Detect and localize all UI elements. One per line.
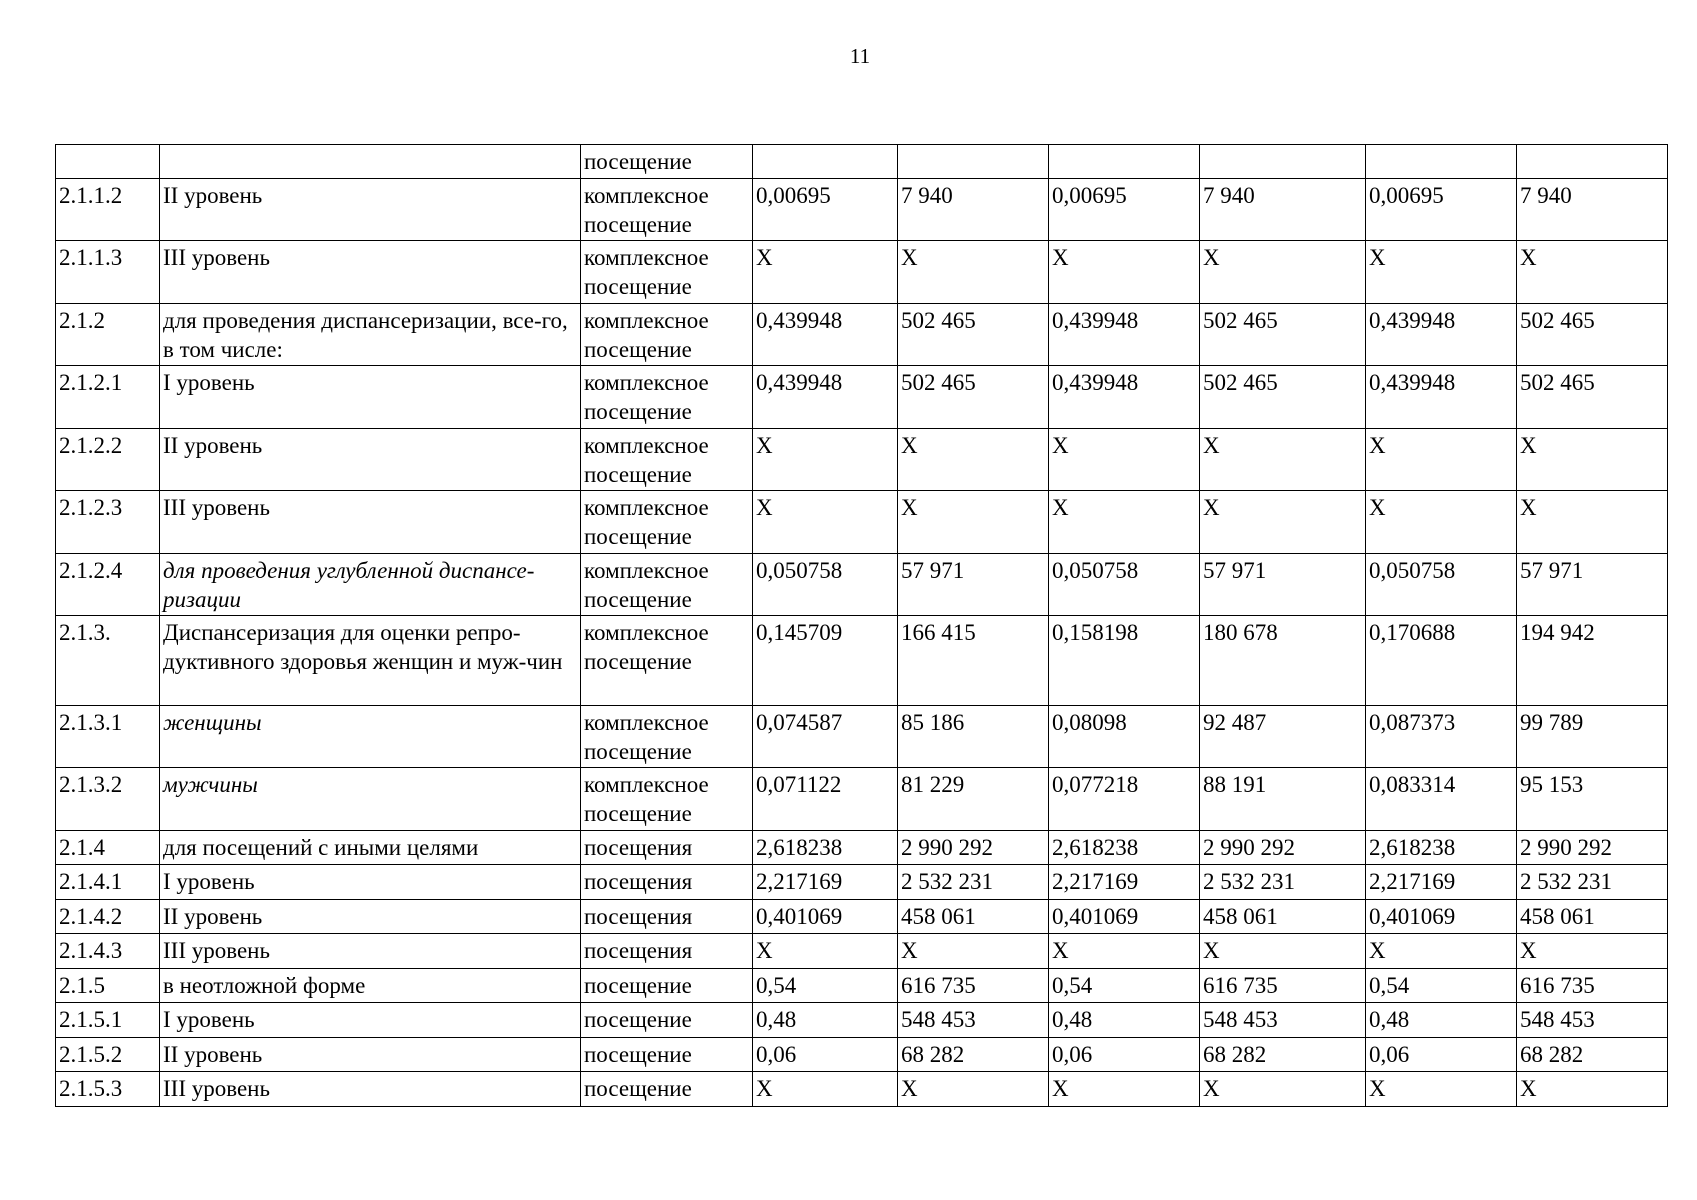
row-value-cell: 0,439948 <box>1049 366 1200 429</box>
row-value-cell: 0,050758 <box>1366 554 1517 616</box>
row-name-cell: в неотложной форме <box>160 969 581 1003</box>
row-value-cell: X <box>1200 241 1366 304</box>
row-value-cell: 0,074587 <box>753 706 898 768</box>
row-value-cell: 458 061 <box>1517 900 1668 934</box>
row-value-cell: 0,439948 <box>753 366 898 429</box>
row-value-cell: X <box>1200 934 1366 969</box>
row-value-cell: 0,071122 <box>753 768 898 831</box>
row-value-cell: 99 789 <box>1517 706 1668 768</box>
row-value-cell: X <box>1049 491 1200 554</box>
row-code-cell: 2.1.4.1 <box>56 865 160 900</box>
table-row <box>56 706 1668 768</box>
row-value-cell: 2 532 231 <box>1200 865 1366 900</box>
row-value-cell: 166 415 <box>898 616 1049 706</box>
row-name-cell: для посещений с иными целями <box>160 831 581 865</box>
row-value-cell: 0,439948 <box>753 304 898 366</box>
row-value-cell: 502 465 <box>1200 304 1366 366</box>
row-value-cell <box>1366 145 1517 179</box>
row-name-cell: женщины <box>160 706 581 768</box>
row-value-cell: X <box>1517 429 1668 491</box>
row-unit-cell: комплексное посещение <box>581 366 753 429</box>
row-value-cell: 0,54 <box>753 969 898 1003</box>
row-code-cell: 2.1.5 <box>56 969 160 1003</box>
row-unit-cell: комплексное посещение <box>581 429 753 491</box>
data-table <box>55 144 1668 1107</box>
row-unit-cell: комплексное посещение <box>581 241 753 304</box>
row-unit-cell: комплексное посещение <box>581 304 753 366</box>
row-name-cell: III уровень <box>160 241 581 304</box>
row-value-cell: 0,00695 <box>1049 179 1200 241</box>
row-value-cell: 95 153 <box>1517 768 1668 831</box>
row-value-cell: 2 532 231 <box>1517 865 1668 900</box>
row-value-cell: 548 453 <box>898 1003 1049 1038</box>
row-value-cell: 0,401069 <box>753 900 898 934</box>
row-value-cell <box>898 145 1049 179</box>
row-name-cell: мужчины <box>160 768 581 831</box>
row-code-cell: 2.1.3. <box>56 616 160 706</box>
row-value-cell: 2,217169 <box>1366 865 1517 900</box>
row-value-cell: 0,145709 <box>753 616 898 706</box>
row-code-cell: 2.1.4.3 <box>56 934 160 969</box>
row-value-cell: 2,618238 <box>1366 831 1517 865</box>
row-value-cell: 0,06 <box>753 1038 898 1072</box>
row-value-cell: X <box>753 1072 898 1107</box>
row-code-cell: 2.1.3.2 <box>56 768 160 831</box>
row-value-cell: 7 940 <box>898 179 1049 241</box>
row-code-cell: 2.1.5.2 <box>56 1038 160 1072</box>
row-value-cell: X <box>898 429 1049 491</box>
row-value-cell: 2 532 231 <box>898 865 1049 900</box>
row-value-cell: 548 453 <box>1517 1003 1668 1038</box>
row-value-cell: 0,050758 <box>1049 554 1200 616</box>
table-row <box>56 554 1668 616</box>
row-value-cell: 0,439948 <box>1366 366 1517 429</box>
row-value-cell: 0,439948 <box>1366 304 1517 366</box>
row-value-cell: 7 940 <box>1517 179 1668 241</box>
row-value-cell: X <box>1366 491 1517 554</box>
row-name-cell: II уровень <box>160 179 581 241</box>
row-value-cell: 502 465 <box>1517 366 1668 429</box>
table-row <box>56 429 1668 491</box>
row-name-cell: III уровень <box>160 1072 581 1107</box>
row-name-cell: I уровень <box>160 1003 581 1038</box>
row-value-cell: X <box>1049 241 1200 304</box>
row-value-cell: 2 990 292 <box>1200 831 1366 865</box>
row-value-cell: X <box>1366 934 1517 969</box>
row-value-cell: X <box>753 241 898 304</box>
row-unit-cell: комплексное посещение <box>581 706 753 768</box>
row-value-cell: 0,00695 <box>1366 179 1517 241</box>
row-value-cell <box>1517 145 1668 179</box>
row-name-cell: II уровень <box>160 1038 581 1072</box>
row-value-cell: X <box>898 1072 1049 1107</box>
row-value-cell: 2,217169 <box>1049 865 1200 900</box>
table-row <box>56 1038 1668 1072</box>
row-value-cell: 68 282 <box>1517 1038 1668 1072</box>
row-value-cell: X <box>753 491 898 554</box>
row-name-cell <box>160 145 581 179</box>
row-code-cell: 2.1.4.2 <box>56 900 160 934</box>
row-code-cell: 2.1.2.1 <box>56 366 160 429</box>
row-value-cell: 2,618238 <box>1049 831 1200 865</box>
table-row <box>56 865 1668 900</box>
table-row <box>56 491 1668 554</box>
row-value-cell: 68 282 <box>1200 1038 1366 1072</box>
row-value-cell <box>753 145 898 179</box>
row-value-cell: X <box>1366 1072 1517 1107</box>
row-value-cell: 0,06 <box>1049 1038 1200 1072</box>
row-value-cell: 0,077218 <box>1049 768 1200 831</box>
row-value-cell: X <box>1200 1072 1366 1107</box>
row-value-cell: X <box>1200 429 1366 491</box>
row-name-cell: III уровень <box>160 491 581 554</box>
table-row <box>56 1003 1668 1038</box>
row-value-cell: X <box>1517 241 1668 304</box>
row-value-cell: 92 487 <box>1200 706 1366 768</box>
row-value-cell: 2,217169 <box>753 865 898 900</box>
row-value-cell: 0,08098 <box>1049 706 1200 768</box>
row-value-cell: 0,48 <box>1049 1003 1200 1038</box>
row-code-cell: 2.1.3.1 <box>56 706 160 768</box>
row-value-cell: X <box>1049 1072 1200 1107</box>
row-value-cell: 502 465 <box>898 304 1049 366</box>
row-value-cell: 0,48 <box>1366 1003 1517 1038</box>
row-name-cell: Диспансеризация для оценки репро-дуктивного здоровья женщин и муж-чин <box>160 616 581 706</box>
row-value-cell: X <box>1517 1072 1668 1107</box>
row-name-cell: для проведения углубленной диспансе-ризации <box>160 554 581 616</box>
table-row <box>56 768 1668 831</box>
row-value-cell: 7 940 <box>1200 179 1366 241</box>
row-value-cell: 502 465 <box>1200 366 1366 429</box>
row-name-cell: II уровень <box>160 900 581 934</box>
table-row <box>56 304 1668 366</box>
row-value-cell: 0,401069 <box>1049 900 1200 934</box>
table-row <box>56 366 1668 429</box>
row-value-cell: 0,170688 <box>1366 616 1517 706</box>
row-unit-cell: посещение <box>581 145 753 179</box>
row-value-cell: X <box>898 491 1049 554</box>
row-unit-cell: комплексное посещение <box>581 491 753 554</box>
row-value-cell: 458 061 <box>898 900 1049 934</box>
row-unit-cell: посещение <box>581 1038 753 1072</box>
row-value-cell: 0,54 <box>1049 969 1200 1003</box>
row-value-cell: 57 971 <box>1200 554 1366 616</box>
row-value-cell: X <box>898 934 1049 969</box>
row-value-cell: X <box>1049 934 1200 969</box>
row-value-cell: X <box>1366 429 1517 491</box>
row-code-cell: 2.1.5.3 <box>56 1072 160 1107</box>
row-value-cell <box>1200 145 1366 179</box>
row-value-cell: 2,618238 <box>753 831 898 865</box>
row-code-cell: 2.1.2.4 <box>56 554 160 616</box>
row-value-cell: 0,158198 <box>1049 616 1200 706</box>
row-unit-cell: комплексное посещение <box>581 179 753 241</box>
row-value-cell <box>1049 145 1200 179</box>
row-value-cell: 0,54 <box>1366 969 1517 1003</box>
row-value-cell: X <box>1517 491 1668 554</box>
row-value-cell: 180 678 <box>1200 616 1366 706</box>
row-code-cell: 2.1.4 <box>56 831 160 865</box>
table-row <box>56 900 1668 934</box>
row-unit-cell: посещение <box>581 969 753 1003</box>
row-value-cell: 616 735 <box>1517 969 1668 1003</box>
row-code-cell: 2.1.5.1 <box>56 1003 160 1038</box>
table-row <box>56 179 1668 241</box>
row-unit-cell: посещения <box>581 934 753 969</box>
row-value-cell: 0,083314 <box>1366 768 1517 831</box>
row-value-cell: X <box>1366 241 1517 304</box>
page-number: 11 <box>849 44 871 68</box>
row-code-cell: 2.1.1.3 <box>56 241 160 304</box>
row-code-cell: 2.1.2.3 <box>56 491 160 554</box>
row-value-cell: 2 990 292 <box>898 831 1049 865</box>
row-value-cell: X <box>1049 429 1200 491</box>
row-value-cell: 502 465 <box>898 366 1049 429</box>
row-value-cell: 194 942 <box>1517 616 1668 706</box>
row-value-cell: 0,06 <box>1366 1038 1517 1072</box>
row-unit-cell: посещение <box>581 1072 753 1107</box>
row-value-cell: 57 971 <box>898 554 1049 616</box>
row-value-cell: 0,050758 <box>753 554 898 616</box>
row-unit-cell: посещение <box>581 1003 753 1038</box>
row-unit-cell: посещения <box>581 831 753 865</box>
row-value-cell: 0,087373 <box>1366 706 1517 768</box>
row-value-cell: 81 229 <box>898 768 1049 831</box>
row-value-cell: 502 465 <box>1517 304 1668 366</box>
row-value-cell: X <box>1517 934 1668 969</box>
table-row <box>56 934 1668 969</box>
table-row <box>56 145 1668 179</box>
row-unit-cell: комплексное посещение <box>581 616 753 706</box>
row-unit-cell: комплексное посещение <box>581 768 753 831</box>
row-value-cell: X <box>1200 491 1366 554</box>
row-value-cell: 88 191 <box>1200 768 1366 831</box>
row-code-cell: 2.1.2.2 <box>56 429 160 491</box>
table-body <box>56 145 1668 1107</box>
row-value-cell: X <box>753 429 898 491</box>
row-value-cell: 548 453 <box>1200 1003 1366 1038</box>
row-value-cell: 0,401069 <box>1366 900 1517 934</box>
table-row <box>56 831 1668 865</box>
row-value-cell: 616 735 <box>898 969 1049 1003</box>
row-unit-cell: посещения <box>581 900 753 934</box>
row-name-cell: для проведения диспансеризации, все-го, в том числе: <box>160 304 581 366</box>
table-row <box>56 616 1668 706</box>
row-value-cell: 0,439948 <box>1049 304 1200 366</box>
row-code-cell: 2.1.2 <box>56 304 160 366</box>
row-name-cell: II уровень <box>160 429 581 491</box>
row-value-cell: 68 282 <box>898 1038 1049 1072</box>
table-row <box>56 1072 1668 1107</box>
row-name-cell: III уровень <box>160 934 581 969</box>
row-unit-cell: посещения <box>581 865 753 900</box>
row-name-cell: I уровень <box>160 865 581 900</box>
table-row <box>56 969 1668 1003</box>
table-row <box>56 241 1668 304</box>
row-value-cell: 2 990 292 <box>1517 831 1668 865</box>
row-name-cell: I уровень <box>160 366 581 429</box>
row-code-cell <box>56 145 160 179</box>
row-unit-cell: комплексное посещение <box>581 554 753 616</box>
row-value-cell: 616 735 <box>1200 969 1366 1003</box>
row-value-cell: 0,00695 <box>753 179 898 241</box>
row-code-cell: 2.1.1.2 <box>56 179 160 241</box>
row-value-cell: X <box>753 934 898 969</box>
row-value-cell: 0,48 <box>753 1003 898 1038</box>
row-value-cell: X <box>898 241 1049 304</box>
row-value-cell: 85 186 <box>898 706 1049 768</box>
row-value-cell: 458 061 <box>1200 900 1366 934</box>
row-value-cell: 57 971 <box>1517 554 1668 616</box>
